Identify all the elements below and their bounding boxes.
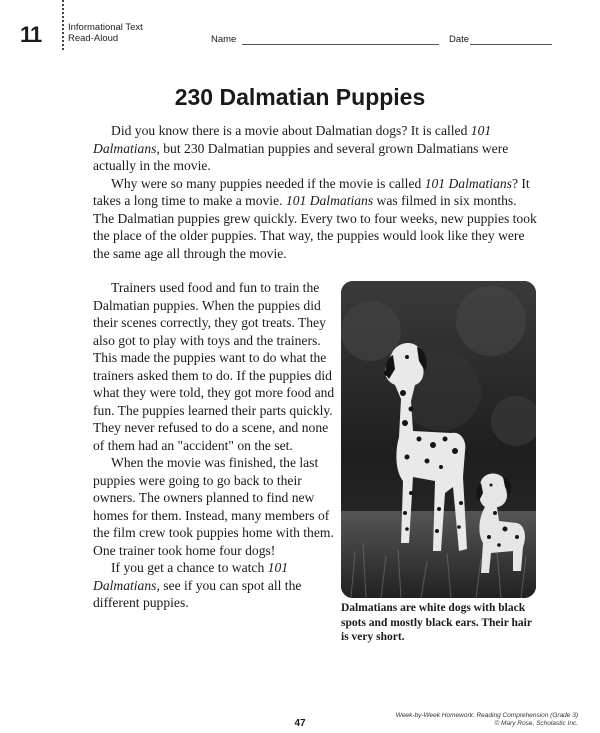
text-type-label (68, 22, 143, 44)
date-label: Date (449, 34, 470, 45)
credit-line (396, 712, 578, 728)
week-number: 11 (20, 22, 42, 47)
credit-line-2: © Mary Rose, Scholastic Inc. (494, 720, 578, 727)
dalmatian-photo (341, 281, 536, 598)
photo-caption: Dalmatians are white dogs with black spots and mostly black ears. Their hair is very short. (341, 602, 532, 643)
text-run: ? It takes a long time to make a movie. (93, 175, 530, 208)
text-run: was filmed in six months. The Dalmatian puppies grew quickly. Every two to four weeks, new puppies took the place of the older puppies. That way, the puppies would look like they were the same age all through the movie. (93, 193, 537, 261)
dotted-divider (62, 0, 64, 50)
credit-line-1: Week-by-Week Homework: Reading Comprehension (Grade 3) (395, 712, 578, 719)
column-paragraphs (93, 279, 338, 612)
text-run: Why were so many puppies needed if the movie is called (111, 175, 425, 191)
paragraph-3: Trainers used food and fun to train the Dalmatian puppies. When the puppies did their scenes correctly, they got treats. They also got to play with toys and the trainers. This made the puppies want to do what the trainers asked them to do. If the puppies did what they were told, they got more food and fun. The puppies learned their parts quickly. They never refused to do a scene, and none of them had an "accident" on the set. (93, 280, 335, 453)
text-run: Did you know there is a movie about Dalmatian dogs? It is called (111, 123, 471, 138)
movie-title: 101 Dalmatians (285, 193, 374, 208)
name-label: Name (211, 34, 237, 45)
date-field-line[interactable] (470, 44, 552, 45)
intro-paragraphs (93, 122, 538, 262)
movie-title: 101 Dalmatians (424, 175, 512, 191)
text-run: , see if you can spot all the different puppies. (93, 577, 302, 610)
text-run: If you get a chance to watch (111, 560, 268, 575)
name-field-line[interactable] (242, 44, 439, 45)
paragraph-5 (93, 559, 338, 612)
movie-title: 101 Dalmatians (93, 560, 289, 593)
page-number: 47 (294, 718, 306, 729)
text-run: , but 230 Dalmatian puppies and several grown Dalmatians were actually in the movie. (93, 140, 509, 173)
text-type-line1: Informational Text (68, 22, 143, 33)
paragraph-4: When the movie was finished, the last puppies were going to go back to their owners. The owners planned to find new homes for them. Instead, many members of the film crew took puppies home with them. One trainer took home four dogs! (93, 455, 334, 558)
movie-title: 101 Dalmatians (93, 123, 492, 156)
page-title: 230 Dalmatian Puppies (174, 84, 426, 110)
paragraph-1 (93, 122, 538, 175)
paragraph-2 (93, 175, 538, 263)
text-type-line2: Read-Aloud (68, 33, 119, 44)
